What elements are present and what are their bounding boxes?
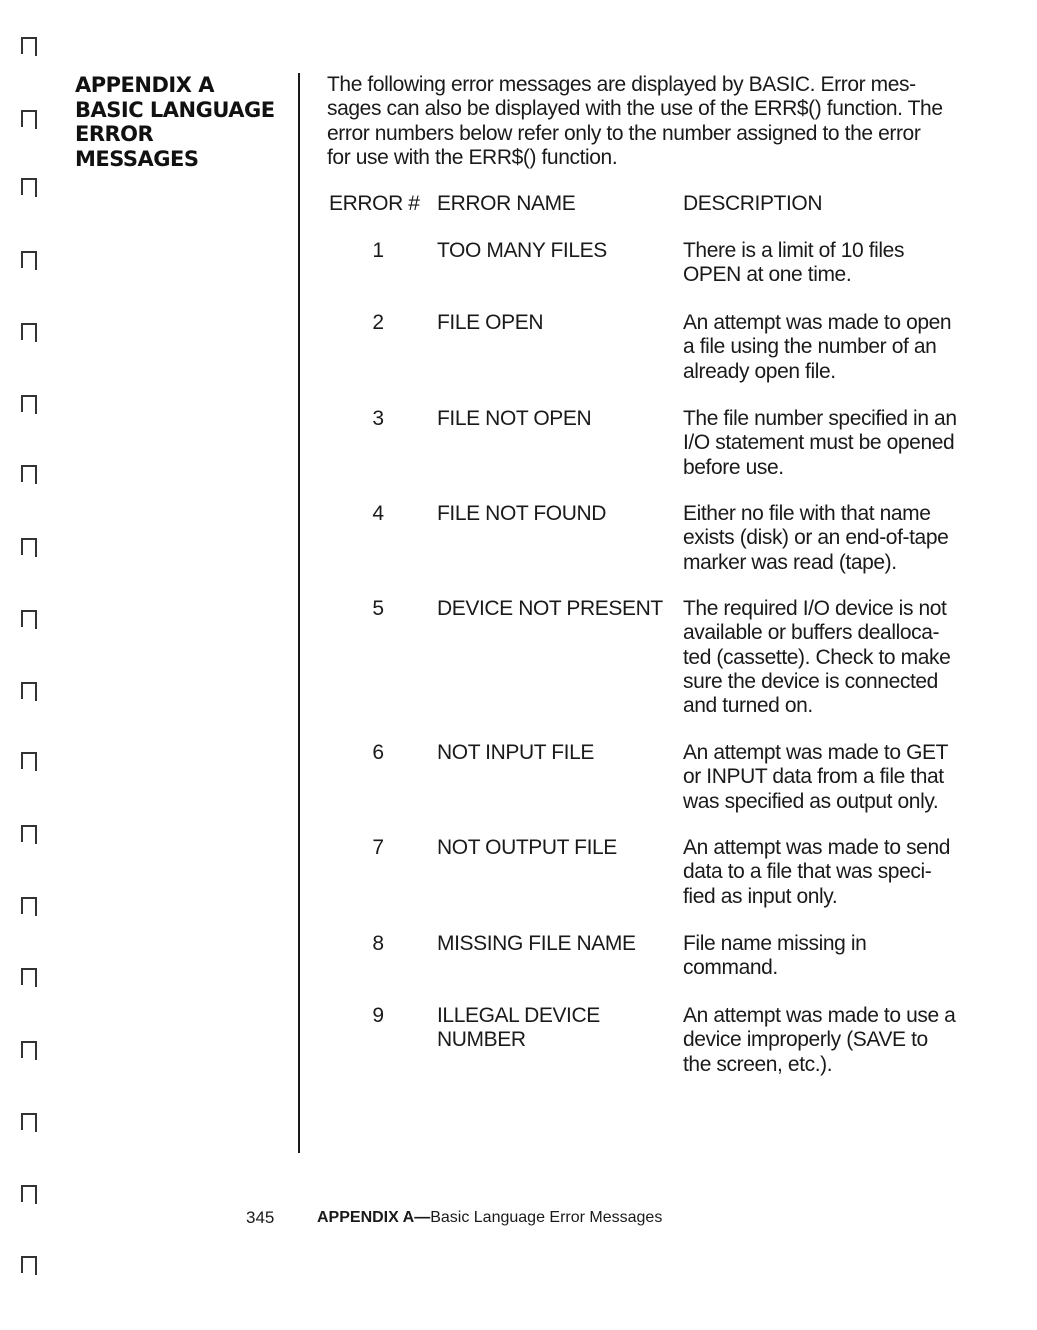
error-description xyxy=(683,597,983,718)
description-line: An attempt was made to GET xyxy=(683,741,949,764)
running-title-appendix: APPENDIX A— xyxy=(317,1209,431,1226)
error-number: 9 xyxy=(372,1004,384,1027)
error-name-line: FILE NOT OPEN xyxy=(437,407,592,430)
description-line: marker was read (tape). xyxy=(683,550,897,574)
intro-line: The following error messages are displayed by BASIC. Error mes- xyxy=(327,73,916,96)
header-error-name: ERROR NAME xyxy=(437,192,576,215)
description-line: a file using the number of an xyxy=(683,335,937,359)
description-line: fied as input only. xyxy=(683,884,838,908)
running-title-subject: Basic Language Error Messages xyxy=(430,1209,663,1226)
intro-line: error numbers below refer only to the number assigned to the error xyxy=(327,121,921,145)
description-line: exists (disk) or an end-of-tape xyxy=(683,526,949,550)
description-line: device improperly (SAVE to xyxy=(683,1028,928,1052)
description-line: before use. xyxy=(683,455,784,479)
heading-line: BASIC LANGUAGE xyxy=(75,97,275,122)
error-name-line: NOT OUTPUT FILE xyxy=(437,836,617,859)
description-line: I/O statement must be opened xyxy=(683,431,955,455)
error-name xyxy=(437,597,672,621)
error-number: 7 xyxy=(372,836,384,859)
error-name-line: NOT INPUT FILE xyxy=(437,741,594,764)
description-line: The file number specified in an xyxy=(683,407,957,430)
running-title xyxy=(317,1208,662,1228)
description-line: ted (cassette). Check to make xyxy=(683,645,951,669)
error-name-line: DEVICE NOT PRESENT xyxy=(437,597,663,620)
error-number: 8 xyxy=(372,932,384,955)
page-number: 345 xyxy=(246,1208,275,1227)
vertical-divider xyxy=(298,73,300,1153)
error-name-line: FILE OPEN xyxy=(437,311,544,334)
description-line: the screen, etc.). xyxy=(683,1052,833,1076)
description-line: Either no file with that name xyxy=(683,502,931,525)
error-name-line: NUMBER xyxy=(437,1028,526,1052)
error-name-line: MISSING FILE NAME xyxy=(437,932,636,955)
error-name xyxy=(437,239,672,263)
error-description xyxy=(683,239,983,288)
error-description xyxy=(683,741,983,814)
error-number: 3 xyxy=(372,407,384,430)
description-line: There is a limit of 10 files xyxy=(683,239,905,262)
error-number: 6 xyxy=(372,741,384,764)
intro-line: for use with the ERR$() function. xyxy=(327,145,618,169)
description-line: and turned on. xyxy=(683,694,813,718)
error-name xyxy=(437,1004,672,1053)
error-description xyxy=(683,1004,983,1077)
error-name xyxy=(437,502,672,526)
heading-line: APPENDIX A xyxy=(75,73,214,97)
error-description xyxy=(683,311,983,384)
description-line: available or buffers dealloca- xyxy=(683,621,940,645)
description-line: An attempt was made to use a xyxy=(683,1004,956,1027)
error-description xyxy=(683,836,983,909)
description-line: already open file. xyxy=(683,359,836,383)
error-description xyxy=(683,932,983,981)
error-name xyxy=(437,932,672,956)
error-description xyxy=(683,407,983,480)
header-error-number: ERROR # xyxy=(329,192,420,215)
error-number: 1 xyxy=(372,239,384,262)
description-line: File name missing in xyxy=(683,932,867,955)
error-name xyxy=(437,407,672,431)
description-line: sure the device is connected xyxy=(683,669,938,693)
description-line: OPEN at one time. xyxy=(683,263,852,287)
page-footer xyxy=(0,1208,1037,1232)
error-number: 2 xyxy=(372,311,384,334)
description-line: was specified as output only. xyxy=(683,789,939,813)
error-name-line: ILLEGAL DEVICE xyxy=(437,1004,600,1027)
error-number: 5 xyxy=(372,597,384,620)
binding-marks xyxy=(0,0,50,1330)
heading-line: MESSAGES xyxy=(75,146,199,171)
error-description xyxy=(683,502,983,575)
intro-paragraph xyxy=(327,73,987,170)
error-name-line: FILE NOT FOUND xyxy=(437,502,607,525)
description-line: The required I/O device is not xyxy=(683,597,947,620)
error-number: 4 xyxy=(372,502,384,525)
description-line: An attempt was made to open xyxy=(683,311,952,334)
intro-line: sages can also be displayed with the use of the ERR$() function. The xyxy=(327,97,943,121)
error-name-line: TOO MANY FILES xyxy=(437,239,607,262)
description-line: command. xyxy=(683,956,778,980)
description-line: data to a file that was speci- xyxy=(683,860,932,884)
description-line: An attempt was made to send xyxy=(683,836,951,859)
header-description: DESCRIPTION xyxy=(683,192,823,215)
error-name xyxy=(437,311,672,335)
error-name xyxy=(437,836,672,860)
appendix-heading xyxy=(75,73,290,171)
description-line: or INPUT data from a file that xyxy=(683,765,944,789)
heading-line: ERROR xyxy=(75,122,154,146)
error-name xyxy=(437,741,672,765)
